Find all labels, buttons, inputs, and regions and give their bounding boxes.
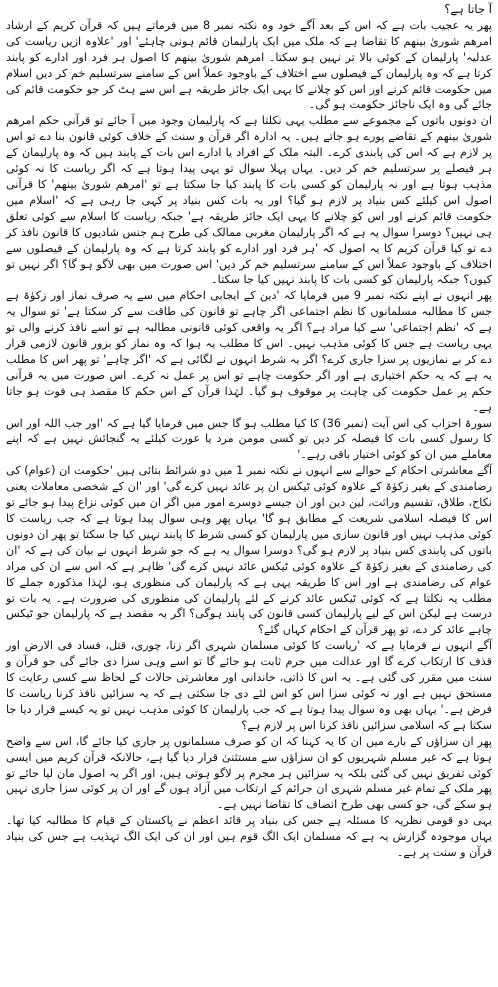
paragraph-3: پھر انہوں نے اپنے نکتہ نمبر 9 میں فرمایا کہ 'دین کے ایجابی احکام میں سے یہ صرف نماز اور زکوٰۃ ہے جس کا مطالبہ مسلمانوں کا نظم اجتماعی اگر چاہے تو قانون کی طاقت سے کر سکتا ہے' تو سوال یہ ہے کہ 'نظم اجتماعی' سے کیا مراد ہے؟ اگر یہ واقعی کوئی قانونی مطالبہ ہے تو اسے نافذ کرنے والی تو یہی ریاست ہے جس کا کوئی مذہب نہیں۔ اس کا مطلب یہ ہوا کہ وہ نماز کو بزور قانون لازمی قرار دے کر بے نمازیوں پر سزا جاری کرے؟ اگر یہ شرط انہوں نے لگائی ہے کہ 'اگر چاہے' تو پھر اس کا مطلب یہ ہے کہ یہ حکم اختیاری ہے اور اگر حکومت چاہے تو اس پر عمل نہ کرے۔ اس صورت میں یہ قرآنی حکم پر عمل حکومت کی چاہت پر موقوف ہو گیا۔ لہٰذا قرآن کے اس حکم کا مقصد ہی فوت ہو جاتا ہے۔ (6, 289, 493, 414)
paragraph-5: آگے معاشرتی احکام کے حوالے سے انہوں نے نکتہ نمبر 1 میں دو شرائط بتائی ہیں 'حکومت ان (عوام) کی رضامندی کے بغیر زکوٰۃ کے علاوہ کوئی ٹیکس ان پر عائد نہیں کرے گی' اور 'ان کے شخصی معاملات یعنی نکاح، طلاق، تقسیم وراثت، لین دین اور ان جیسے دوسرے امور میں اگر ان میں کوئی نزاع پیدا ہو جائے تو اس کا فیصلہ اسلامی شریعت کے مطابق ہو گا' یہاں پھر وہی سوال پیدا ہوتا ہے کہ جب ریاست کا کوئی مذہب نہیں اور قانون سازی میں پارلیمان کو کسی شرط کا پابند نہیں کیا جا سکتا تو پھر ان دونوں باتوں کی پابندی کس بنیاد پر لازم ہو گی؟ دوسرا سوال یہ ہے کہ جو شرط انہوں نے بیان کی ہے کہ 'ان کی رضامندی کے بغیر زکوٰۃ کے علاوہ کوئی ٹیکس عائد نہیں کرے گی' ظاہر ہے کہ اس سے ان کی مراد عوام کی رضامندی ہے اور اس کا طریقہ یہی ہے کہ پارلیمان کی منظوری ہو، لہٰذا مذکورہ جملے کا مطلب یہ نکلتا ہے کہ کوئی ٹیکس عائد کرنے کے لئے پارلیمان کی منظوری کی ضرورت ہے۔ یہ بات تو درست ہے لیکن اس کے لیے پارلیمان کسی قانون کی پابند ہوگی؟ اگر یہ مقصد ہے کہ پارلیمان جو ٹیکس چاہے عائد کر دے، تو پھر قرآن کے احکام کہاں گئے؟ (6, 464, 492, 637)
paragraph-6: آگے انہوں نے فرمایا ہے کہ 'ریاست کا کوئی مسلمان شہری اگر زنا، چوری، قتل، فساد فی الارض اور قذف کا ارتکاب کرے گا اور عدالت میں جرم ثابت ہو جائے گا تو اسے وہی سزا دی جائے گی جو قرآن و سنت میں مقرر کی گئی ہے۔ یہ اس کا ذاتی، خاندانی اور معاشرتی حالات کے لحاظ سے کسی رعایت کا مستحق نہیں ہے اور نہ کوئی سزا اس کو اس لئے دی جا سکتی ہے کہ یہ سزائیں نافذ کرنا ریاست کا فرض ہے۔' یہاں بھی وہ سوال پیدا ہوتا ہے کہ جب پارلیمان کا کوئی مذہب نہیں تو یہ کیسے قرار دیا جا سکتا ہے کہ اسلامی سزائیں نافذ کرنا اس پر لازم ہے؟ (6, 639, 492, 732)
paragraph-7: پھر ان سزاؤں کے بارے میں ان کا یہ کہنا کہ ان کو صرف مسلمانوں پر جاری کیا جائے گا، اس سے واضح ہوتا ہے کہ غیر مسلم شہریوں کو ان سزاؤں سے مستثنیٰ قرار دیا گیا ہے، حالانکہ قرآن کریم میں ایسی کوئی تفریق نہیں کی گئی بلکہ یہ سزائیں ہر مجرم پر لاگو ہوتی ہیں، اور اگر یہ اصول مان لیا جائے تو پھر ملک کے تمام غیر مسلم شہری ان جرائم کے ارتکاب میں آزاد ہوں گے اور ان پر کوئی سزا جاری نہیں ہو سکے گی، جو کسی بھی طرح انصاف کا تقاضا نہیں ہے۔ (6, 734, 492, 812)
paragraph-2: ان دونوں باتوں کے مجموعے سے مطلب یہی نکلتا ہے کہ پارلیمان وجود میں آ جائے تو قرآنی حکم امرھم شوریٰ بینھم کے تقاضے پورے ہو جاتے ہیں۔ یہ ادارہ اگر قرآن و سنت کے خلاف کوئی قانون بنا دے تو اس پر لازم ہے کہ اس کی پابندی کرے۔ البتہ ملک کے افراد یا ادارے اس بات کے پابند ہیں کہ وہ پارلیمان کے ہر فیصلے پر سرتسلیم خم کر دیں۔ یہاں پہلا سوال تو یہی پیدا ہوتا ہے کہ اگر ریاست کا نہ کوئی مذہب ہوتا ہے اور نہ پارلیمان کو کسی بات کا پابند کیا جا سکتا ہے تو 'امرھم شوریٰ بینھم' کا قرآنی اصول اس کیلئے کس بنیاد پر لازم ہو گیا؟ اور یہ بات کس بنیاد پر کہی جا رہی ہے کہ 'اسلام میں حکومت قائم کرنے اور اس کو چلانے کا یہی ایک جائز طریقہ ہے' جبکہ ریاست کا اسلام سے کوئی تعلق ہی نہیں؟ دوسرا سوال یہ ہے کہ اگر پارلیمان مغربی ممالک کی طرح ہم جنس شادیوں کا قانون نافذ کر دے تو کیا قرآن کریم کا یہ اصول کہ 'ہر فرد اور ادارے کو پابند کرتا ہے کہ وہ پارلیمان کے فیصلوں سے اختلاف کے باوجود عملاً اس کے سامنے سرتسلیم خم کر دیں' اس صورت میں بھی لاگو ہو گا؟ اگر نہیں تو کیوں؟ جبکہ پارلیمان کو کسی بات کا پابند نہیں کیا جا سکتا۔ (6, 114, 492, 287)
paragraph-8: یہی دو قومی نظریہ کا مسئلہ ہے جس کی بنیاد پر قائد اعظم نے پاکستان کے قیام کا مطالبہ کیا تھا۔ یہاں موجودہ گزارش یہ ہے کہ مسلمان ایک الگ قوم ہیں اور ان کی ایک الگ تہذیب ہے جس کی بنیاد قرآن و سنت پر ہے۔ (6, 814, 492, 860)
article-heading: آ جاتا ہے؟ (444, 2, 492, 16)
paragraph-1: پھر یہ عجیب بات ہے کہ اس کے بعد آگے خود وہ نکتہ نمبر 8 میں فرماتے ہیں کہ قرآن کریم کے ارشاد امرھم شوریٰ بینھم کا تقاضا ہے کہ ملک میں ایک پارلیمان قائم ہونی چاہئے' اور 'علاوہ ازیں ریاست کی عدلیہ' پارلیمان کے کوئی بالا تر نہیں ہو سکتا۔ امرھم شوریٰ بینھم کا اصول ہر فرد اور ادارے کو پابند کرتا ہے کہ وہ پارلیمان کے فیصلوں سے اختلاف کے باوجود عملاً اس کے سامنے سرتسلیم خم کر دیں اسلام میں حکومت قائم کرنے اور اس کو چلانے کا یہی ایک جائز طریقہ ہے اس سے ہٹ کر جو حکومت قائم کی جائے گی وہ ایک ناجائز حکومت ہو گی۔ (6, 18, 492, 112)
paragraph-4: سورۃ احزاب کی اس آیت (نمبر 36) کا کیا مطلب ہو گا جس میں فرمایا گیا ہے کہ 'اور جب اللہ اور اس کا رسول کسی بات کا فیصلہ کر دیں تو کسی مومن مرد یا عورت کیلئے یہ گنجائش نہیں ہے کہ اپنے معاملے میں ان کو کوئی اختیار باقی رہے۔' (6, 416, 492, 462)
